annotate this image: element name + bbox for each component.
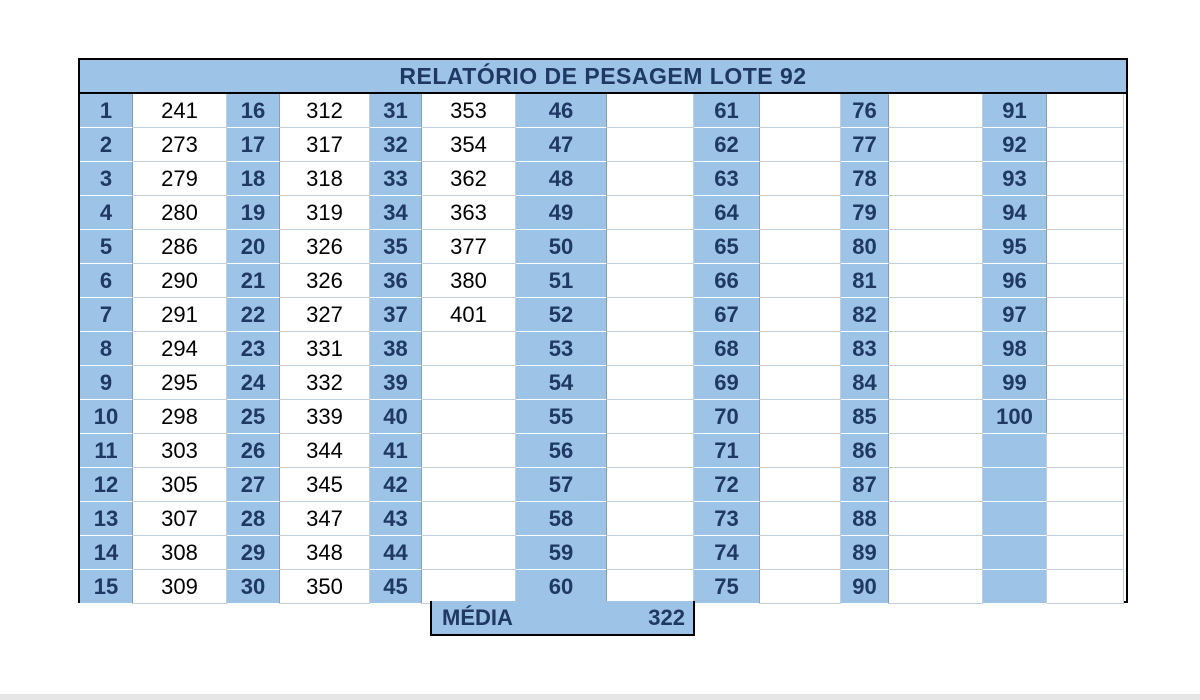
weight-value (1047, 128, 1124, 162)
weight-value (889, 162, 983, 196)
weight-value: 353 (422, 94, 516, 128)
empty-number-cell (983, 536, 1047, 570)
weight-value (422, 536, 516, 570)
entry-number: 76 (841, 94, 889, 128)
entry-number: 14 (80, 536, 133, 570)
weight-value (760, 502, 841, 536)
entry-number: 79 (841, 196, 889, 230)
weight-value: 326 (280, 264, 370, 298)
weight-value: 327 (280, 298, 370, 332)
weight-value: 347 (280, 502, 370, 536)
weight-value: 362 (422, 162, 516, 196)
weight-value (1047, 196, 1124, 230)
entry-number: 54 (516, 366, 607, 400)
entry-number: 21 (227, 264, 280, 298)
weight-value (760, 332, 841, 366)
weight-value: 280 (133, 196, 227, 230)
weight-value (889, 400, 983, 434)
entry-number: 67 (694, 298, 760, 332)
empty-number-cell (983, 468, 1047, 502)
entry-number: 95 (983, 230, 1047, 264)
entry-number: 92 (983, 128, 1047, 162)
entry-number: 18 (227, 162, 280, 196)
entry-number: 8 (80, 332, 133, 366)
entry-number: 66 (694, 264, 760, 298)
weight-value (760, 536, 841, 570)
entry-number: 35 (370, 230, 422, 264)
weight-value (1047, 94, 1124, 128)
weight-value (889, 332, 983, 366)
weight-value (607, 162, 694, 196)
weight-value (422, 400, 516, 434)
entry-number: 3 (80, 162, 133, 196)
weight-value: 309 (133, 570, 227, 604)
entry-number: 56 (516, 434, 607, 468)
weight-value (422, 332, 516, 366)
weight-value (422, 570, 516, 604)
weight-value (1047, 502, 1124, 536)
entry-number: 47 (516, 128, 607, 162)
weight-value (760, 366, 841, 400)
entry-number: 57 (516, 468, 607, 502)
weight-value (1047, 230, 1124, 264)
entry-number: 88 (841, 502, 889, 536)
weight-value (1047, 468, 1124, 502)
weight-value (889, 366, 983, 400)
weight-value (760, 264, 841, 298)
weight-value (422, 434, 516, 468)
weight-value: 326 (280, 230, 370, 264)
weight-value (1047, 536, 1124, 570)
entry-number: 52 (516, 298, 607, 332)
entry-number: 58 (516, 502, 607, 536)
entry-number: 98 (983, 332, 1047, 366)
entry-number: 40 (370, 400, 422, 434)
average-label: MÉDIA (442, 605, 513, 630)
entry-number: 28 (227, 502, 280, 536)
weight-value (760, 94, 841, 128)
entry-number: 42 (370, 468, 422, 502)
entry-number: 46 (516, 94, 607, 128)
entry-number: 51 (516, 264, 607, 298)
entry-number: 32 (370, 128, 422, 162)
average-summary (430, 601, 695, 636)
entry-number: 71 (694, 434, 760, 468)
weight-value (889, 502, 983, 536)
weight-value (889, 434, 983, 468)
average-value: 322 (648, 605, 685, 630)
weight-value (422, 366, 516, 400)
entry-number: 39 (370, 366, 422, 400)
entry-number: 78 (841, 162, 889, 196)
weight-value: 344 (280, 434, 370, 468)
entry-number: 38 (370, 332, 422, 366)
entry-number: 15 (80, 570, 133, 604)
weight-value (607, 570, 694, 604)
entry-number: 73 (694, 502, 760, 536)
entry-number: 5 (80, 230, 133, 264)
entry-number: 1 (80, 94, 133, 128)
weight-value: 307 (133, 502, 227, 536)
weight-value: 377 (422, 230, 516, 264)
weight-value: 273 (133, 128, 227, 162)
entry-number: 55 (516, 400, 607, 434)
weight-value (1047, 264, 1124, 298)
entry-number: 25 (227, 400, 280, 434)
weight-value (889, 298, 983, 332)
weight-value (1047, 570, 1124, 604)
entry-number: 93 (983, 162, 1047, 196)
weight-value (889, 570, 983, 604)
weight-value (607, 536, 694, 570)
entry-number: 4 (80, 196, 133, 230)
weight-value: 332 (280, 366, 370, 400)
entry-number: 48 (516, 162, 607, 196)
weight-value (1047, 298, 1124, 332)
weight-value (760, 468, 841, 502)
entry-number: 44 (370, 536, 422, 570)
entry-number: 81 (841, 264, 889, 298)
weight-value: 279 (133, 162, 227, 196)
entry-number: 2 (80, 128, 133, 162)
weight-value (760, 128, 841, 162)
weight-value: 350 (280, 570, 370, 604)
entry-number: 24 (227, 366, 280, 400)
entry-number: 83 (841, 332, 889, 366)
weight-value: 354 (422, 128, 516, 162)
entry-number: 84 (841, 366, 889, 400)
entry-number: 23 (227, 332, 280, 366)
weight-value (889, 94, 983, 128)
entry-number: 61 (694, 94, 760, 128)
weight-value: 345 (280, 468, 370, 502)
weight-value (760, 230, 841, 264)
weight-value (422, 502, 516, 536)
entry-number: 17 (227, 128, 280, 162)
entry-number: 27 (227, 468, 280, 502)
weight-value: 303 (133, 434, 227, 468)
weight-value: 401 (422, 298, 516, 332)
entry-number: 96 (983, 264, 1047, 298)
entry-number: 99 (983, 366, 1047, 400)
weight-value (1047, 366, 1124, 400)
weight-value: 339 (280, 400, 370, 434)
weight-value (760, 162, 841, 196)
empty-number-cell (983, 570, 1047, 604)
weight-value (607, 434, 694, 468)
weight-value: 317 (280, 128, 370, 162)
weight-value (607, 468, 694, 502)
entry-number: 59 (516, 536, 607, 570)
weight-value (1047, 400, 1124, 434)
entry-number: 50 (516, 230, 607, 264)
entry-number: 72 (694, 468, 760, 502)
weight-value (422, 468, 516, 502)
entry-number: 65 (694, 230, 760, 264)
entry-number: 64 (694, 196, 760, 230)
entry-number: 82 (841, 298, 889, 332)
entry-number: 90 (841, 570, 889, 604)
entry-number: 53 (516, 332, 607, 366)
entry-number: 13 (80, 502, 133, 536)
weight-value (607, 502, 694, 536)
entry-number: 100 (983, 400, 1047, 434)
weight-value (1047, 434, 1124, 468)
entry-number: 41 (370, 434, 422, 468)
entry-number: 69 (694, 366, 760, 400)
weight-value (607, 128, 694, 162)
weight-value (1047, 162, 1124, 196)
weight-value (889, 264, 983, 298)
entry-number: 16 (227, 94, 280, 128)
weight-value: 363 (422, 196, 516, 230)
weight-value (889, 536, 983, 570)
weight-value (760, 400, 841, 434)
entry-number: 19 (227, 196, 280, 230)
weight-value (889, 196, 983, 230)
weight-value: 312 (280, 94, 370, 128)
entry-number: 97 (983, 298, 1047, 332)
weight-value (760, 434, 841, 468)
weight-value (607, 94, 694, 128)
weight-value: 290 (133, 264, 227, 298)
entry-number: 6 (80, 264, 133, 298)
weight-value (760, 570, 841, 604)
entry-number: 7 (80, 298, 133, 332)
entry-number: 60 (516, 570, 607, 604)
bottom-divider (0, 694, 1200, 700)
entry-number: 37 (370, 298, 422, 332)
empty-number-cell (983, 434, 1047, 468)
weight-value: 295 (133, 366, 227, 400)
weight-value (889, 468, 983, 502)
entry-number: 80 (841, 230, 889, 264)
weight-value (1047, 332, 1124, 366)
weight-value: 308 (133, 536, 227, 570)
entry-number: 85 (841, 400, 889, 434)
weight-value: 294 (133, 332, 227, 366)
weight-value: 348 (280, 536, 370, 570)
entry-number: 33 (370, 162, 422, 196)
entry-number: 22 (227, 298, 280, 332)
weight-value: 318 (280, 162, 370, 196)
entry-number: 68 (694, 332, 760, 366)
weight-value (607, 196, 694, 230)
weight-value (607, 230, 694, 264)
weight-value (607, 400, 694, 434)
entry-number: 77 (841, 128, 889, 162)
entry-number: 45 (370, 570, 422, 604)
entry-number: 20 (227, 230, 280, 264)
entry-number: 70 (694, 400, 760, 434)
weighing-report-table (78, 58, 1128, 603)
entry-number: 49 (516, 196, 607, 230)
entry-number: 34 (370, 196, 422, 230)
weight-value: 298 (133, 400, 227, 434)
weight-value (607, 332, 694, 366)
weight-value: 319 (280, 196, 370, 230)
weight-value (607, 264, 694, 298)
entry-number: 12 (80, 468, 133, 502)
weight-value (607, 366, 694, 400)
entry-number: 94 (983, 196, 1047, 230)
weight-value: 305 (133, 468, 227, 502)
weight-value: 380 (422, 264, 516, 298)
entry-number: 10 (80, 400, 133, 434)
entry-number: 89 (841, 536, 889, 570)
entry-number: 36 (370, 264, 422, 298)
report-title: RELATÓRIO DE PESAGEM LOTE 92 (80, 60, 1126, 94)
weight-value (760, 196, 841, 230)
weight-value (889, 128, 983, 162)
entry-number: 74 (694, 536, 760, 570)
entry-number: 31 (370, 94, 422, 128)
weight-value: 291 (133, 298, 227, 332)
entry-number: 86 (841, 434, 889, 468)
entry-number: 63 (694, 162, 760, 196)
entry-number: 75 (694, 570, 760, 604)
entry-number: 43 (370, 502, 422, 536)
weight-value (889, 230, 983, 264)
empty-number-cell (983, 502, 1047, 536)
entry-number: 91 (983, 94, 1047, 128)
entry-number: 30 (227, 570, 280, 604)
weight-value: 241 (133, 94, 227, 128)
entry-number: 29 (227, 536, 280, 570)
weight-value: 286 (133, 230, 227, 264)
entry-number: 87 (841, 468, 889, 502)
weight-value (760, 298, 841, 332)
entry-number: 9 (80, 366, 133, 400)
weight-value: 331 (280, 332, 370, 366)
entry-number: 26 (227, 434, 280, 468)
entry-number: 11 (80, 434, 133, 468)
entry-number: 62 (694, 128, 760, 162)
weight-value (607, 298, 694, 332)
